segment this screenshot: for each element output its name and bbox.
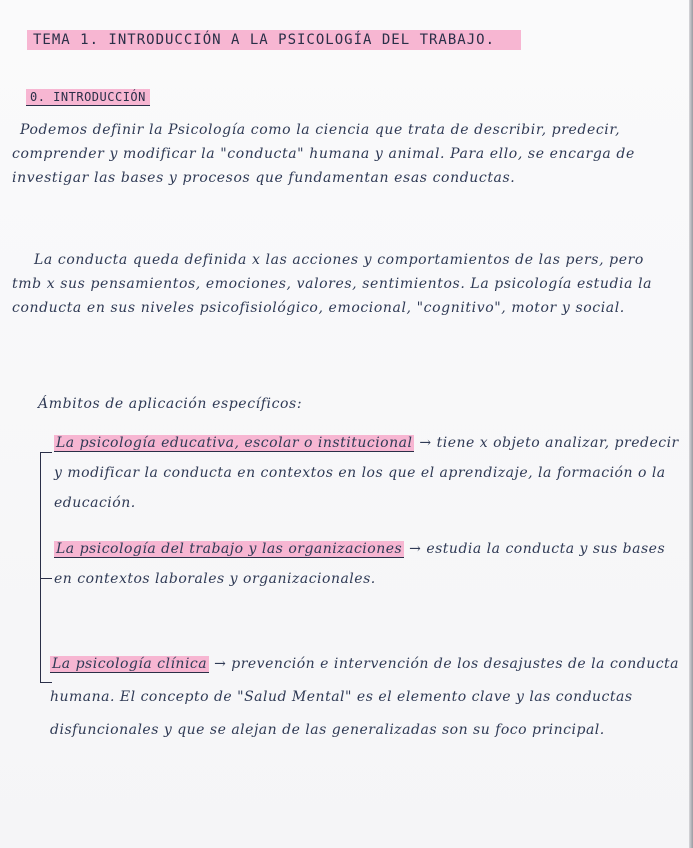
list-item-educativa: [54, 428, 679, 518]
highlighted-term: La psicología clínica: [52, 656, 208, 672]
bracket-tick: [40, 452, 52, 453]
item-text: → prevención e intervención de los desajustes de la conducta humana. El concepto de "Salud Mental" es el elemento clave y las conductas disfuncionales y que se alejan de las generalizadas son su foco principal.: [50, 656, 680, 738]
ambitos-heading: Ámbitos de aplicación específicos:: [38, 396, 303, 412]
paragraph-definition: Podemos definir la Psicología como la ciencia que trata de describir, predecir, comprender y modificar la "conducta" humana y animal. Para ello, se encarga de investigar las bases y procesos que fundamentan esas conductas.: [12, 122, 635, 186]
list-item-clinica: [50, 648, 680, 747]
highlighted-term: La psicología educativa, escolar o institucional: [56, 435, 413, 451]
list-bracket: [40, 452, 49, 682]
highlighted-term: La psicología del trabajo y las organizaciones: [56, 541, 403, 557]
section-heading: 0. INTRODUCCIÓN: [26, 89, 150, 106]
item-text: → estudia la conducta y sus bases en contextos laborales y organizacionales.: [54, 541, 666, 587]
list-item-trabajo: [54, 534, 679, 594]
page-title: TEMA 1. INTRODUCCIÓN A LA PSICOLOGÍA DEL TRABAJO.: [27, 30, 521, 50]
paragraph-conducta: La conducta queda definida x las acciones y comportamientos de las pers, pero tmb x sus pensamientos, emociones, valores, sentimientos. La psicología estudia la conducta en sus niveles psicofisiológico, emocional, "cognitivo", motor y social.: [12, 252, 653, 316]
page-edge: [689, 0, 693, 848]
item-text: → tiene x objeto analizar, predecir y modificar la conducta en contextos en los que el aprendizaje, la formación o la educación.: [54, 435, 679, 511]
bracket-tick: [40, 578, 52, 579]
